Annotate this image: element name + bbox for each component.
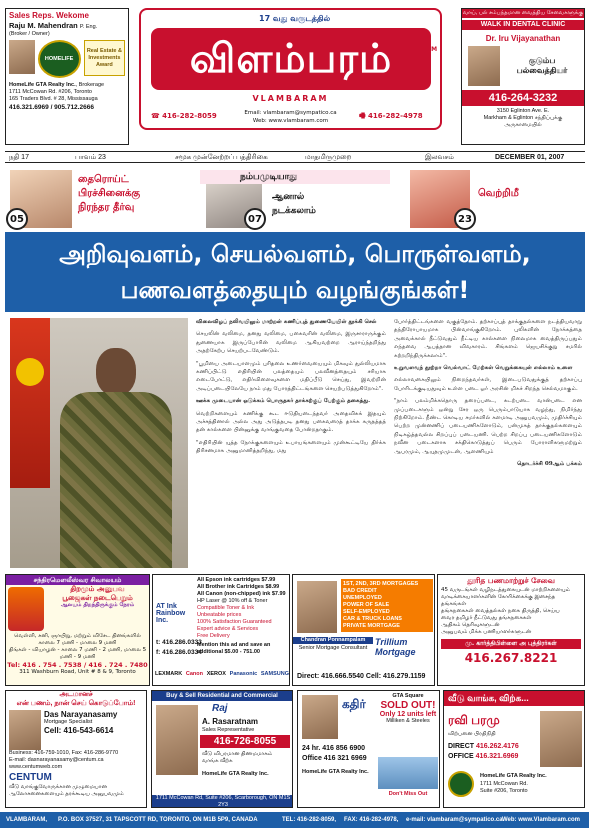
temple-title: சந்திரமௌலீஸ்வர சிவாலயம் <box>6 575 149 585</box>
brand-logo: SAMSUNG <box>260 671 289 677</box>
footer-email[interactable]: e-mail: vlambaram@sympatico.ca <box>406 817 503 823</box>
ink-company: AT Ink Rainbow Inc. <box>156 603 186 624</box>
footer-name: VLAMBARAM, <box>6 817 47 823</box>
raj-phone: 416-726-8055 <box>200 735 290 748</box>
company-line: HomeLife GTA Realty Inc., Brokerage <box>9 82 105 88</box>
temple-address: 311 Washburn Road, Unit # 8 & 9, Toronto <box>19 669 136 675</box>
sold-out-panel <box>378 693 438 757</box>
mortgage-item: UNEMPLOYED <box>343 595 382 601</box>
mortgage-list <box>341 579 433 632</box>
dental-phone: 416-264-3232 <box>462 90 584 106</box>
ink-item: Expert advice & Services <box>197 626 259 632</box>
family-label: குடும்ப <box>528 56 556 65</box>
temple-line-2: பூஜைகள் நடைபெறும் <box>62 593 133 602</box>
masthead-email[interactable]: Email: vlambaram@sympatico.ca <box>244 110 337 116</box>
article-para: "எதிரியின் யுத்த நோக்குகளையும் உபாயங்களையும் முன்கூட்டியே திர்க்க திரிசனமாக அனுமானித்தறிந்து, மது <box>196 439 386 455</box>
article-para: வெற்றிகளையும் கணிக்கு கூட ஈடுதியடைந்தவர் அதைவிசுக் இதயும் அச்சத்தினால் அல்ல அது அடுத்தபடி தனது பகைவரைத் தாக்க கருதத்தத் தன் கால்களை பின்னுக்கு வாங்குவதை போன்றதாகும். <box>196 410 386 434</box>
dental-ad <box>461 8 585 145</box>
raj-address: 1711 McCowan Rd, Suite #206, Scarborough, ON M1S 2Y3 <box>152 795 293 808</box>
agent-name: Raju M. Mahendran <box>9 21 78 30</box>
exchange-point: அனுபவம் மிக்க பணியாளர்களுடன் <box>441 629 532 635</box>
article-para: "பூமியை அடையாளமும் புரிதலை உணர்வையையும் மிகவும் துல்லியமாக கணிப்பிட்டு எதிரியின் பலத்தையும் பலவீனத்தையும் சரியாக எடைபோட்டு, எதிர்விளைவுகளை மதிப்பீடு செய்து, இவற்றின் அடிப்படையிலேயே நாம் மது போரத்திட்டங்களை செயற்படுத்துகிறோம்". <box>196 360 386 392</box>
masthead-english: VLAMBARAM <box>252 94 329 103</box>
agent-photo <box>9 40 35 74</box>
exchange-point: வைர தமிழர் நீட்டுவது தங்கநகைகள் <box>441 615 532 621</box>
temple-phone: Tel: 416 . 754 . 7538 / 416 . 724 . 7480 <box>7 661 148 669</box>
das-tamil-line: என் பணம், நான் செய் கொடுப்போம்! <box>16 699 136 707</box>
teaser-1-line1: தைரொய்ட் <box>78 174 129 185</box>
das-name: Das Narayanasamy <box>44 710 118 719</box>
ink-ad <box>152 574 290 686</box>
dental-address-1: 3150 Eglinton Ave. E. <box>496 108 550 114</box>
realtor-ad <box>5 8 129 145</box>
kathir-ad <box>297 690 440 808</box>
ink-tel: t: 416.286.0333 <box>156 639 202 646</box>
ravi-office: OFFICE 416.321.6969 <box>448 753 519 760</box>
raj-banner: Buy & Sell Residential and Commercial <box>152 691 292 701</box>
article-para: செயலின் வலிமை, தனது வலிமை, பகைவரின் வலிமை, இருசாராருக்கும் துணையாக இருப்போரின் வலிமை ஆகியவற்றை ஆராய்ந்தறிந்து அதற்கேற்ப செயற்படவேண்டும். <box>196 331 386 355</box>
footer-web[interactable]: Web: www.Vlambaram.com <box>502 817 581 823</box>
volume-number: பாவம் 23 <box>75 154 106 161</box>
footer-fax: FAX: 416-282-4978, <box>344 817 399 823</box>
award-badge: Real Estate & Investments Award <box>84 40 125 76</box>
ravi-role: விற்பனை பிரதிநிதி <box>448 731 496 737</box>
kathir-photo <box>302 695 338 739</box>
brand-logo: XEROX <box>206 671 226 677</box>
article-col-2 <box>394 318 582 568</box>
teaser-2-line1: நம்பமுடியாது <box>240 172 298 182</box>
deity-image <box>8 587 44 631</box>
masthead-title: விளம்பரம் <box>151 28 431 90</box>
doctor-photo <box>468 46 500 86</box>
teaser-1-line3: நிரந்தர தீர்வு <box>78 202 135 213</box>
ravi-ad <box>443 690 585 808</box>
fax-icon: 🖷 <box>359 112 366 120</box>
das-business: Business: 416-759-1010, Fax: 416-286-9770 <box>9 750 119 756</box>
figure-head <box>96 348 136 396</box>
kathir-building <box>378 757 438 789</box>
ravi-address-1: 1711 McCowan Rd. <box>480 781 528 787</box>
dont-miss: Don't Miss Out <box>388 791 428 797</box>
leader-photo <box>10 318 188 568</box>
teaser-3-page: 23 <box>454 208 476 230</box>
exchange-title: தூரித பணமாற்றுச் சேவை <box>467 576 555 585</box>
headline-line-2: பணவளத்தையும் வழங்குங்கள்! <box>120 276 470 304</box>
mortgage-item: POWER OF SALE <box>343 602 390 608</box>
ravi-address-2: Suite #206, Toronto <box>480 788 528 794</box>
das-photo <box>9 710 41 750</box>
dental-address-2: Markham & Eglinton சந்திப்புக்கு <box>483 115 563 121</box>
article-col-1 <box>196 318 386 568</box>
headline-banner <box>5 232 585 312</box>
price-label: இலவசம் <box>425 154 454 161</box>
teaser-2-line2: ஆனால் <box>272 192 305 202</box>
sold-project: GTA Square <box>392 693 424 699</box>
mortgage-item: SELF-EMPLOYED <box>343 609 390 615</box>
homelife-logo: HOMELIFE <box>38 40 81 78</box>
brand-logo: Panasonic <box>229 671 258 677</box>
ink-item: All Canon (non-chipped) ink $7.99 <box>197 591 286 597</box>
masthead-web[interactable]: Web: www.vlambaram.com <box>252 118 329 124</box>
teaser-3[interactable] <box>410 170 585 228</box>
brand-logo: Canon <box>185 671 204 677</box>
ink-item: Unbeatable prices <box>197 612 242 618</box>
temple-hours: திங்கள் - வியாழன் - காலை 7 மணி - 2 மணி, மாலை 5 மணி - 9 மணி <box>8 647 147 660</box>
das-web[interactable]: www.centumweb.com <box>9 764 63 770</box>
kathir-realty: HomeLife GTA Realty Inc. <box>302 769 369 775</box>
das-tamil-top: அடமானச் <box>59 691 93 698</box>
masthead-phone-right: 🖷 416-282-4978 <box>359 112 423 120</box>
raj-company: HomeLife GTA Realty Inc. <box>202 771 269 777</box>
teaser-1-page: 05 <box>6 208 28 230</box>
broker-role: Senior Mortgage Consultant <box>298 645 368 651</box>
mortgage-direct: 416.666.5540 <box>321 673 364 680</box>
exchange-point: தங்கநகைகள் வைத்தல்கள் நகை திருத்தி, செய்ய <box>441 608 560 614</box>
agent-title: (Broker / Owner) <box>9 31 50 37</box>
das-tamil-bottom: வீடு வாங்குவோருக்கான முழுமையான ஆலோசனைகளையும் தரக்கூடிய அனுபவமும் <box>9 784 124 797</box>
kathir-brand: கதிர் <box>342 697 366 711</box>
ravi-direct-number: 416.262.4176 <box>476 743 519 750</box>
agent-suffix: P. Eng. <box>79 24 98 30</box>
raj-tamil: வீடு விபரமான திணமமாகம் வாங்க வீற்க <box>202 751 273 764</box>
ravi-company: HomeLife GTA Realty Inc. <box>480 773 547 779</box>
article-quote: ஊக்க முடையான் ஒடுக்கம் பொருதகர் தாக்கற்குப் பேற்கும் தகைத்து. <box>196 398 371 405</box>
teaser-1[interactable] <box>10 170 190 228</box>
ink-item: All Epson ink cartridges $7.99 <box>197 577 276 583</box>
dental-tamil-top: வாய், பல் சம்பந்தமான வைத்திய சேவைகளுக்கு <box>462 10 584 16</box>
mortgage-item: CAR & TRUCK LOANS <box>343 616 402 622</box>
ravi-title: வீடு வாங்க, விற்க... <box>444 691 584 706</box>
temple-ad <box>5 574 150 686</box>
article-para: "நாம் பலம்மிக்கதொரு தரைப்படை, கடற்படை வான்படை என முப்படைகளும் ஒன்று சேர ஒரு பெரும்பாடுயாக வழந்து, நிமிர்ந்து நிற்கிறோம். நீண்ட கொடிய சமர்களில் களமாடி அனுபவமும், முதிர்ச்சியும் பெற்ற முன்னணிப் படையணிகளோடும், பன்முகத் தாக்குதல்களையும் நிடிகழ்த்தவல்ல சிறப்புப் படையணி. பெற்ற சிறப்பு படையணிகளோடும் நவீன படைகளாக சக்திகொடுத்துப் பெரும் போராளிகளுமற்றும் ஆபரமும், ஆயுதமுமுடன், ஆளணியும் <box>394 398 582 455</box>
das-role: Mortgage Specialist <box>44 719 93 725</box>
ink-item: HP Laser @ 10% off & Toner <box>197 598 268 604</box>
teaser-2-line3: நடக்கலாம் <box>272 206 316 216</box>
footer-tel: TEL: 416-282-8059, <box>282 817 337 823</box>
kathir-24hr: 24 hr. 416 856 6900 <box>302 745 366 752</box>
mortgage-phones: Direct: 416.666.5540 Cell: 416.279.1159 <box>297 673 426 680</box>
exchange-phone: 416.267.8221 <box>464 651 558 665</box>
ink-item: Compatible Toner & Ink <box>197 605 255 611</box>
teaser-1-line2: பிரச்சினைக்கு <box>78 188 141 199</box>
company-suffix: Brokerage <box>78 82 105 88</box>
kathir-office: Office 416 321 6969 <box>302 755 367 762</box>
masthead <box>139 8 442 145</box>
homelife-logo <box>448 771 474 797</box>
article-para: போர்த்திட்டங்களை வகுத்தோம். தற்காப்புத் தாக்குதல்களை நடத்தியவாறு தந்திரோபாயமாக பின்வாங்குகிறோம். புலிகளின் நோக்கத்தை அவைக்கால் நீட்டுவதும் நீட்டிய கால்களை நிலைமாக வைத்திருப்பதும் எந்தவை ஆபத்தான விவகாரம். சிங்களம் ஜெயசிக்குறு சமரில் கற்றறிந்திருக்கலாம்". <box>394 319 582 359</box>
ink-fax: f: 416.286.0334 <box>156 649 202 656</box>
article-lede: விலைவிழப் நலிவயிலும் மாற்றள் கணிப்புத் துணையேயிள் தூக்கி செல் <box>196 319 377 325</box>
exchange-point: வாடிக்கையாளர்களின் கோரிக்கைக்கு இசைந்த தங்கங்கள் <box>441 594 556 607</box>
dentist-label: பல்வைத்தியர் <box>516 66 568 75</box>
das-ad <box>5 690 147 808</box>
raj-role: Sales Representative <box>202 727 255 733</box>
raj-name: A. Rasaratnam <box>202 717 259 726</box>
publication-frequency: மாதமிருமுறை <box>305 154 352 161</box>
ink-item: All Brother ink Cartridges $8.99 <box>197 584 280 590</box>
trillium-logo: Trillium Mortgage <box>375 637 416 657</box>
doctor-name: Dr. Iru Vijayanathan <box>485 34 561 43</box>
mortgage-ad <box>292 574 435 686</box>
mortgage-cell: 416.279.1159 <box>383 673 426 680</box>
exchange-name: மு. கார்த்திபிள்ளை அ புத்திரர்கள் <box>441 639 581 649</box>
figure-uniform <box>60 392 172 568</box>
office-address-1: 1711 McCowan Rd. #206, Toronto <box>9 89 92 95</box>
sold-out-label: SOLD OUT! <box>380 700 436 711</box>
trademark: TM <box>427 46 438 53</box>
office-address-2: 165 Traders Blvd. # 28, Mississauga <box>9 96 98 102</box>
temple-line-3: ஆலயம் திறந்திருக்கும் நேரம் <box>60 602 135 608</box>
paper-tagline: சமூக முன்னேற்றப் பத்திரிகை <box>175 154 268 161</box>
teaser-2[interactable] <box>200 170 390 228</box>
teaser-3-line1: வெற்றிமீ <box>478 188 519 199</box>
company-name: HomeLife GTA Realty Inc. <box>9 82 76 88</box>
flag-emblem <box>16 358 44 386</box>
flag <box>10 318 50 488</box>
exchange-points <box>438 586 584 637</box>
footer-address: P.O. BOX 37527, 31 TAPSCOTT RD, TORONTO, ON M1B 5P9, CANADA <box>58 817 258 823</box>
ink-item: Free Delivery <box>197 633 230 639</box>
exchange-point: 45 வருடங்கள் வழிநடத்துகையுடன் மாற்றிகளையும் <box>441 587 570 593</box>
ink-item-list <box>197 577 289 656</box>
article-para: எல்லாவகையிலும் நிறைந்தவர்கள், இடைபடுவதுக்குத் தற்காப்பு போரிடக்குடியதுவும் உள்ள படை ஓர் அரசின் மிகச் சிறந்த செல்வமாகும். <box>394 377 582 392</box>
temple-line-1: திறமும் அனுபவ <box>70 585 125 593</box>
ink-item: 100% Satisfaction Guaranteed <box>197 619 272 625</box>
project-location: Milliken & Steeles <box>386 718 430 724</box>
mortgage-item: BAD CREDIT <box>343 588 377 594</box>
raj-ad <box>151 690 293 808</box>
exchange-point: ஆதிகம் தெரிவுகளுடன் <box>441 622 500 628</box>
year-tag: 17 வது வருடத்தில் <box>259 14 331 23</box>
issue-number: நதி 17 <box>9 154 29 161</box>
continued-link[interactable]: தொடர்ச்சி 09ஆம் பக்கம் <box>517 461 582 468</box>
ravi-name: ரவி பரமு <box>448 713 500 727</box>
office-phones: 416.321.6969 / 905.712.2666 <box>9 104 94 111</box>
agent-name-line <box>9 21 125 31</box>
brand-logo: LEXMARK <box>155 671 183 677</box>
exchange-ad <box>437 574 585 686</box>
article-quote: உறுவளவந் தூற்றா வெல்வாட் மேற்கள் வெறுக்கையுள் எல்லாம் உளை <box>394 365 573 372</box>
temple-days: வெள்ளி, சனி, ஞாயிறு, மற்றும் விசேட தினங்களில் காலை 7 மணி - மாலை 9 மணி <box>14 633 141 646</box>
broker-photo <box>297 581 337 633</box>
centum-logo: CENTUM <box>9 772 52 783</box>
units-left: Only 12 units left <box>379 711 437 718</box>
dateline <box>5 151 585 163</box>
ravi-office-number: 416.321.6969 <box>475 753 519 760</box>
masthead-phone-left: ☎ 416-282-8059 <box>151 112 217 120</box>
ravi-direct: DIRECT 416.262.4176 <box>448 743 519 750</box>
issue-date: DECEMBER 01, 2007 <box>495 154 565 161</box>
ink-promo: Mention this ad and save an additional $5.00 - 751.00 <box>197 642 271 655</box>
walk-in-banner: WALK IN DENTAL CLINIC <box>462 20 584 30</box>
phone-icon: ☎ <box>151 112 160 120</box>
headline-line-1: அறிவுவளம், செயல்வளம், பொருள்வளம், <box>59 240 531 268</box>
das-email[interactable]: E-mail: dasnarayanasamy@centum.ca <box>9 757 104 763</box>
footer-bar <box>0 812 589 828</box>
broker-name: Chandran Ponnampalam <box>293 637 373 644</box>
das-cell: Cell: 416-543-6614 <box>44 726 114 735</box>
ad-heading: Sales Reps. Wekome <box>9 11 89 20</box>
raj-brand: Raj <box>212 703 228 714</box>
mortgage-item: 1ST, 2ND, 3RD MORTGAGES <box>343 581 419 587</box>
raj-photo <box>156 705 198 775</box>
mortgage-item: PRIVATE MORTGAGE <box>343 623 400 629</box>
dental-address-3: அருகாமையில் <box>504 122 542 128</box>
teaser-2-page: 07 <box>244 208 266 230</box>
ink-brand-strip <box>155 671 289 678</box>
ravi-photo <box>540 711 582 767</box>
